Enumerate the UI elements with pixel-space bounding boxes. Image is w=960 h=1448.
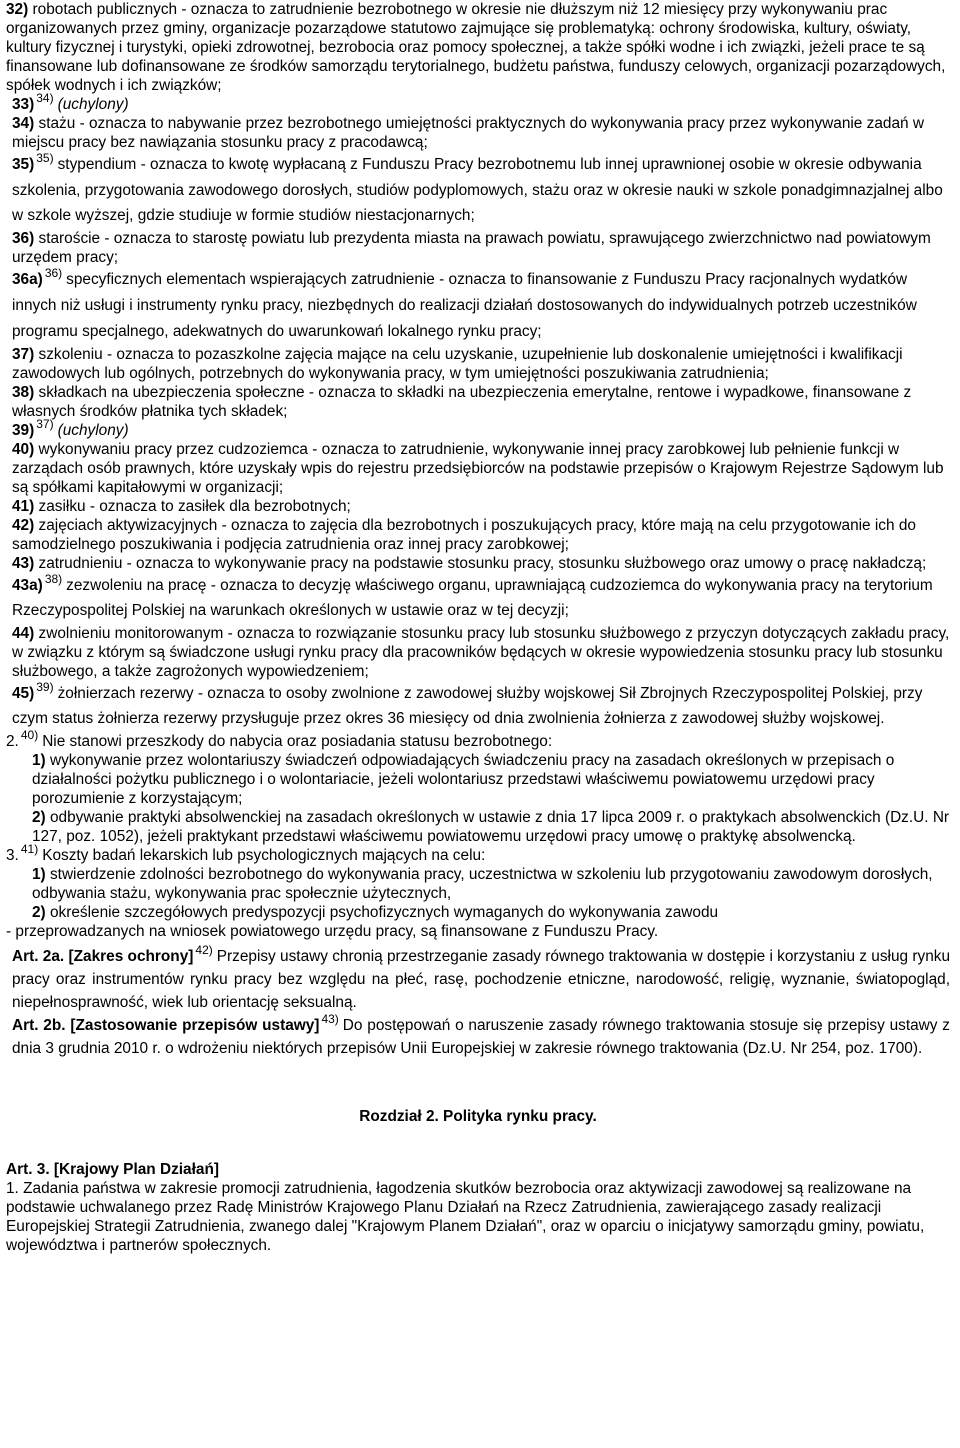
definition-43a: 43a) $^{38)}$ zezwoleniu na pracę - oznacza to decyzję właściwego organu, uprawniającą cudzoziemca do wykonywania pracy na terytorium Rzeczypospolitej Polskiej na warunkach określonych w ustawie oraz w tej decyzji; [12, 571, 933, 619]
definition-36a: 36a) $^{36)}$ specyficznych elementach wspierających zatrudnienie - oznacza to finansowanie z Funduszu Pracy racjonalnych wydatków innych niż usługi i instrumenty rynku pracy, niezbędnych do realizacji działań dostosowanych do indywidualnych potrzeb uczestników programu specjalnego, adekwatnych do uwarunkowań lokalnego rynku pracy; [12, 265, 917, 340]
article-3-text: 1. Zadania państwa w zakresie promocji zatrudnienia, łagodzenia skutków bezrobocia oraz aktywizacji zawodowej są realizowane na podstawie uchwalanego przez Radę Ministrów Krajowego Planu Działań na Rzecz Zatrudnienia, zawierającego zasady realizacji Europejskiej Strategii Zatrudnienia, zwanego dalej "Krajowym Planem Działań", oraz w oparciu o inicjatywy samorządu gminy, powiatu, województwa i partnerów społecznych. [6, 1179, 925, 1254]
definition-36: 36) staroście - oznacza to starostę powiatu lub prezydenta miasta na prawach powiatu, sprawującego zwierzchnictwo nad powiatowym urzędem pracy; [12, 229, 931, 266]
section-3-intro: 3. $^{41)}$ Koszty badań lekarskich lub psychologicznych mających na celu: [6, 841, 486, 864]
definition-40: 40) wykonywaniu pracy przez cudzoziemca - oznacza to zatrudnienie, wykonywanie innej pracy zarobkowej lub pełnienie funkcji w zarządach osób prawnych, które uzyskały wpis do rejestru przedsiębiorców na podstawie przepisów o Krajowym Rejestrze Sądowym lub są spółkami kapitałowymi w organizacji; [12, 440, 944, 496]
definition-45: 45) $^{39)}$ żołnierzach rezerwy - oznacza to osoby zwolnione z zawodowej służby wojskowej Sił Zbrojnych Rzeczypospolitej Polskiej, przy czym status żołnierza rezerwy przysługuje przez okres 36 miesięcy od dnia zwolnienia żołnierza z zawodowej służby wojskowej. [12, 679, 923, 727]
definition-41: 41) zasiłku - oznacza to zasiłek dla bezrobotnych; [12, 497, 351, 515]
definition-35: 35) $^{35)}$ stypendium - oznacza to kwotę wypłacaną z Funduszu Pracy bezrobotnemu lub innej uprawnionej osobie w okresie odbywania szkolenia, przygotowania zawodowego dorosłych, studiów podyplomowych, stażu oraz w okresie nauki w szkole ponadgimnazjalnej albo w szkole wyższej, gdzie studiuje w formie studiów niestacjonarnych; [12, 151, 943, 224]
section-3-item-2: 2) określenie szczegółowych predyspozycji psychofizycznych wymaganych do wykonywania zawodu [32, 903, 719, 921]
article-3-heading: Art. 3. [Krajowy Plan Działań] [6, 1160, 219, 1178]
section-2-intro: 2. $^{40)}$ Nie stanowi przeszkody do nabycia oraz posiadania statusu bezrobotnego: [6, 727, 553, 750]
definition-34: 34) stażu - oznacza to nabywanie przez bezrobotnego umiejętności praktycznych do wykonywania pracy przez wykonywanie zadań w miejscu pracy bez nawiązania stosunku pracy z pracodawcą; [12, 115, 924, 151]
definition-39: 39) $^{37)}$ (uchylony) [12, 416, 129, 439]
definition-37: 37) szkoleniu - oznacza to pozaszkolne zajęcia mające na celu uzyskanie, uzupełnienie lub doskonalenie umiejętności i kwalifikacji zawodowych lub ogólnych, potrzebnych do wykonywania pracy, w tym umiejętności poszukiwania zatrudnienia; [12, 345, 903, 382]
definition-32: 32) robotach publicznych - oznacza to zatrudnienie bezrobotnego w okresie nie dłuższym niż 12 miesięcy przy wykonywaniu prac organizowanych przez gminy, organizacje pozarządowe statutowo zajmujące się problematyką: ochrony środowiska, kultury, oświaty, kultury fizycznej i turystyki, opieki zdrowotnej, bezrobocia oraz pomocy społecznej, a także spółki wodne i ich związki, jeżeli prace te są finansowane lub dofinansowane ze środków samorządu terytorialnego, budżetu państwa, funduszy celowych, organizacji pozarządowych, spółek wodnych i ich związków; [6, 1, 946, 94]
section-2-item-2: 2) odbywanie praktyki absolwenckiej na zasadach określonych w ustawie z dnia 17 lipca 2009 r. o praktykach absolwenckich (Dz.U. Nr 127, poz. 1052), jeżeli praktykant przedstawi właściwemu powiatowemu urzędowi pracy umowę o praktykę absolwencką. [32, 808, 950, 845]
definition-44: 44) zwolnieniu monitorowanym - oznacza to rozwiązanie stosunku pracy lub stosunku służbowego z przyczyn dotyczących zakładu pracy, w związku z którym są świadczone usługi rynku pracy dla pracowników będących w okresie wypowiedzenia stosunku pracy lub stosunku służbowego, a także zagrożonych wypowiedzeniem; [12, 624, 950, 680]
chapter-heading: Rozdział 2. Polityka rynku pracy. [359, 1107, 597, 1125]
section-2-item-1: 1) wykonywanie przez wolontariuszy świadczeń odpowiadających świadczeniu pracy na zasadach określonych w przepisach o działalności pożytku publicznego i o wolontariacie, jeżeli wolontariusz przedstawi właściwemu powiatowemu urzędowi pracy porozumienie z korzystającym; [32, 751, 895, 807]
definition-43: 43) zatrudnieniu - oznacza to wykonywanie pracy na podstawie stosunku pracy, stosunku służbowego oraz umowy o pracę nakładczą; [12, 554, 927, 572]
definition-38: 38) składkach na ubezpieczenia społeczne - oznacza to składki na ubezpieczenia emerytalne, rentowe i wypadkowe, finansowane z własnych środków płatnika tych składek; [12, 383, 912, 420]
section-3-closing: - przeprowadzanych na wniosek powiatowego urzędu pracy, są finansowane z Funduszu Pracy. [6, 922, 659, 940]
definition-33: 33) $^{34)}$ (uchylony) [12, 91, 129, 113]
definition-42: 42) zajęciach aktywizacyjnych - oznacza to zajęcia dla bezrobotnych i poszukujących pracy, które mają na celu przygotowanie ich do samodzielnego poszukiwania i podjęcia zatrudnienia oraz innej pracy zarobkowej; [12, 516, 916, 553]
article-2b: Art. 2b. [Zastosowanie przepisów ustawy] $^{43)}$ Do postępowań o naruszenie zasady równego traktowania stosuje się przepisy ustawy z dnia 3 grudnia 2010 r. o wdrożeniu niektórych przepisów Unii Europejskiej w zakresie równego traktowania (Dz.U. Nr 254, poz. 1700). [12, 1011, 950, 1057]
section-3-item-1: 1) stwierdzenie zdolności bezrobotnego do wykonywania pracy, uczestnictwa w szkoleniu lub przygotowaniu zawodowym dorosłych, odbywania stażu, wykonywania prac społecznie użytecznych, [32, 865, 933, 902]
article-2a: Art. 2a. [Zakres ochrony] $^{42)}$ Przepisy ustawy chronią przestrzeganie zasady równego traktowania w dostępie i korzystaniu z usług rynku pracy oraz instrumentów rynku pracy bez względu na płeć, rasę, pochodzenie etniczne, narodowość, religię, wyznanie, światopogląd, niepełnosprawność, wiek lub orientację seksualną. [12, 942, 951, 1011]
